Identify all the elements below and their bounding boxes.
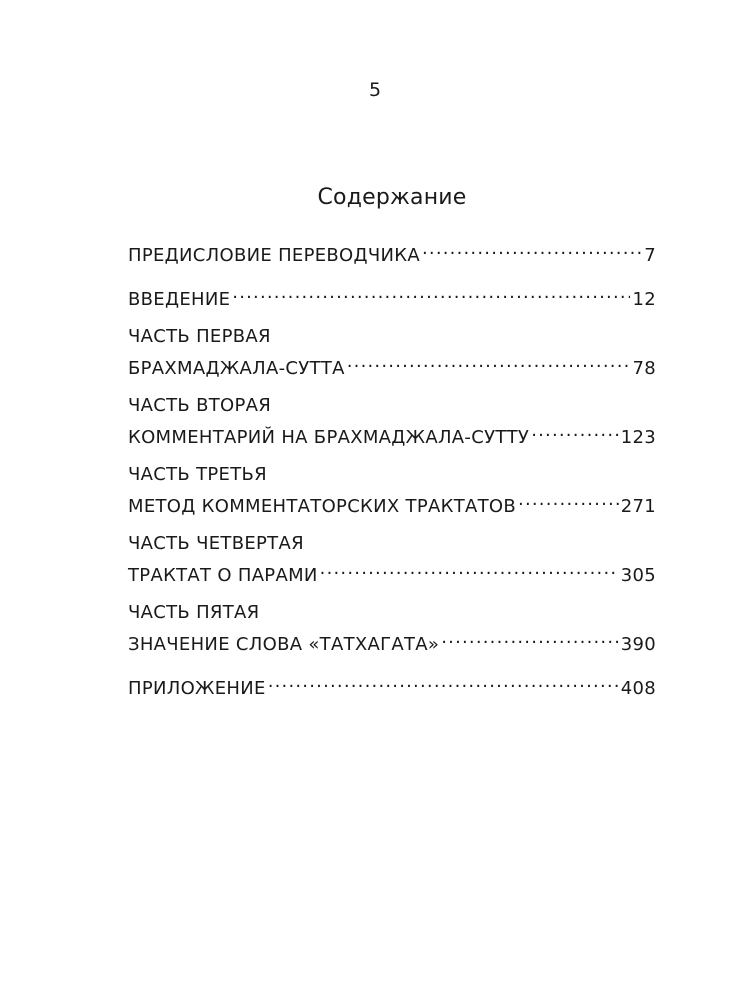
toc-entry-title: МЕТОД КОММЕНТАТОРСКИХ ТРАКТАТОВ bbox=[128, 496, 517, 517]
toc-entry-page: 408 bbox=[620, 678, 656, 699]
toc-entry-title: ПРИЛОЖЕНИЕ bbox=[128, 678, 266, 699]
toc-line bbox=[128, 556, 656, 588]
toc-entry-part-five[interactable] bbox=[128, 600, 656, 657]
toc-part-label: ЧАСТЬ ТРЕТЬЯ bbox=[128, 464, 267, 485]
toc-entry-title: КОММЕНТАРИЙ НА БРАХМАДЖАЛА-СУТТУ bbox=[128, 427, 530, 448]
toc-entry-introduction[interactable] bbox=[128, 280, 656, 312]
toc-entry-page: 390 bbox=[620, 634, 656, 655]
toc-entry-page: 78 bbox=[632, 358, 656, 379]
toc-line bbox=[128, 487, 656, 519]
toc-entry-title: ТРАКТАТ О ПАРАМИ bbox=[128, 565, 318, 586]
toc-entry-title: ПРЕДИСЛОВИЕ ПЕРЕВОДЧИКА bbox=[128, 245, 420, 266]
table-of-contents bbox=[128, 236, 656, 713]
dot-leader bbox=[268, 669, 619, 694]
toc-line bbox=[128, 418, 656, 450]
toc-title: Содержание bbox=[317, 185, 467, 210]
toc-entry-preface[interactable] bbox=[128, 236, 656, 268]
dot-leader bbox=[441, 625, 619, 650]
toc-line bbox=[128, 349, 656, 381]
toc-entry-title: ЗНАЧЕНИЕ СЛОВА «ТАТХАГАТА» bbox=[128, 634, 440, 655]
toc-line bbox=[128, 280, 656, 312]
toc-part-label: ЧАСТЬ ЧЕТВЕРТАЯ bbox=[128, 533, 304, 554]
toc-entry-page: 7 bbox=[644, 245, 656, 266]
dot-leader bbox=[518, 487, 619, 512]
toc-entry-part-three[interactable] bbox=[128, 462, 656, 519]
toc-line bbox=[128, 236, 656, 268]
toc-entry-page: 305 bbox=[620, 565, 656, 586]
dot-leader bbox=[232, 280, 630, 305]
dot-leader bbox=[320, 556, 619, 581]
toc-entry-part-two[interactable] bbox=[128, 393, 656, 450]
toc-entry-title: ВВЕДЕНИЕ bbox=[128, 289, 231, 310]
toc-part-label: ЧАСТЬ ПЯТАЯ bbox=[128, 602, 260, 623]
dot-leader bbox=[347, 349, 631, 374]
toc-entry-part-four[interactable] bbox=[128, 531, 656, 588]
dot-leader bbox=[531, 418, 619, 443]
toc-line bbox=[128, 669, 656, 701]
toc-entry-title: БРАХМАДЖАЛА-СУТТА bbox=[128, 358, 345, 379]
toc-entry-part-one[interactable] bbox=[128, 324, 656, 381]
toc-part-label: ЧАСТЬ ПЕРВАЯ bbox=[128, 326, 271, 347]
toc-entry-page: 12 bbox=[632, 289, 656, 310]
dot-leader bbox=[422, 236, 642, 261]
toc-part-label: ЧАСТЬ ВТОРАЯ bbox=[128, 395, 272, 416]
toc-entry-page: 271 bbox=[620, 496, 656, 517]
toc-entry-page: 123 bbox=[620, 427, 656, 448]
toc-entry-appendix[interactable] bbox=[128, 669, 656, 701]
toc-line bbox=[128, 625, 656, 657]
page-number: 5 bbox=[368, 79, 382, 101]
